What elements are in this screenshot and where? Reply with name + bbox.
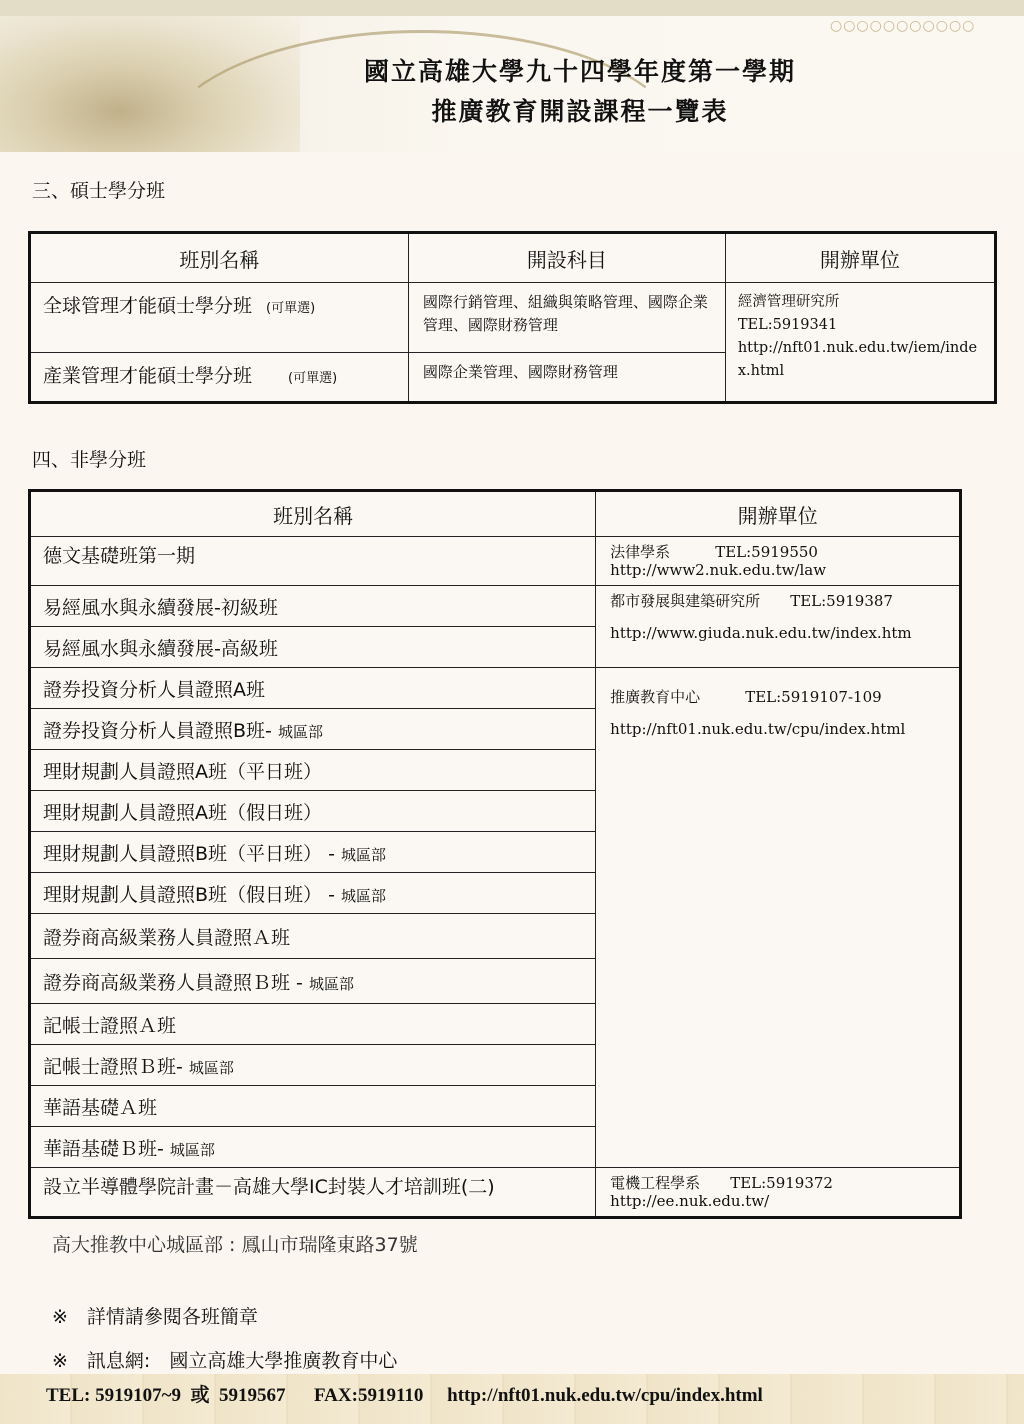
- col-header-name: 班別名稱: [30, 491, 596, 537]
- class-name: 記帳士證照Ａ班: [30, 1004, 596, 1045]
- section3-heading: 三、碩士學分班: [32, 180, 166, 202]
- unit-tel: TEL:5919372: [730, 1174, 833, 1192]
- table-row: [30, 586, 961, 627]
- class-name: 易經風水與永續發展-高級班: [30, 627, 596, 668]
- class-name: 易經風水與永續發展-初級班: [30, 586, 596, 627]
- page-title-line2: 推廣教育開設課程一覽表: [431, 97, 729, 126]
- unit-url[interactable]: http://www.giuda.nuk.edu.tw/index.htm: [610, 624, 912, 642]
- class-name-cell: [30, 1127, 596, 1168]
- unit-name: 電機工程學系: [610, 1174, 701, 1192]
- class-name: 理財規劃人員證照A班（平日班）: [30, 750, 596, 791]
- unit-name: 都市發展與建築研究所: [610, 592, 761, 610]
- masters-credit-table: [28, 231, 997, 404]
- class-name: 證券商高級業務人員證照Ｂ班 -: [43, 971, 303, 994]
- unit-cell: [596, 1168, 961, 1218]
- class-name: 華語基礎Ｂ班-: [43, 1137, 164, 1160]
- unit-cell: [596, 586, 961, 668]
- class-name-cell: [30, 353, 409, 403]
- non-credit-table: [28, 489, 962, 1219]
- table-header-row: [30, 233, 996, 283]
- header-banner: [0, 0, 1024, 152]
- class-name-cell: [30, 1045, 596, 1086]
- class-name: 華語基礎Ａ班: [30, 1086, 596, 1127]
- unit-tel: TEL:5919341: [737, 317, 838, 333]
- class-name-cell: [30, 709, 596, 750]
- unit-cell: [725, 283, 995, 403]
- unit-name: 法律學系: [610, 543, 671, 561]
- class-name: 德文基礎班第一期: [30, 537, 596, 586]
- class-suffix: 城區部: [308, 974, 354, 993]
- unit-url[interactable]: http://www2.nuk.edu.tw/law: [610, 561, 827, 579]
- col-header-subject: 開設科目: [408, 233, 725, 283]
- class-name: 產業管理才能碩士學分班: [43, 365, 253, 387]
- note-brochure: ※ 詳情請參閱各班簡章: [52, 1306, 258, 1328]
- class-suffix: 城區部: [169, 1140, 215, 1159]
- class-name-cell: [30, 959, 596, 1004]
- table-row: [30, 283, 996, 353]
- banner-dots-decoration: ○○○○○○○○○○○: [830, 18, 976, 34]
- unit-url[interactable]: http://nft01.nuk.edu.tw/cpu/index.html: [610, 720, 906, 738]
- class-name: 理財規劃人員證照B班（假日班） -: [43, 883, 335, 906]
- col-header-name: 班別名稱: [30, 233, 409, 283]
- unit-tel: TEL:5919107-109: [745, 688, 882, 706]
- class-name: 理財規劃人員證照B班（平日班） -: [43, 842, 335, 865]
- unit-url[interactable]: http://nft01.nuk.edu.tw/iem/index.html: [737, 340, 978, 379]
- unit-name: 經濟管理研究所: [737, 294, 840, 310]
- banner-top-strip: [0, 0, 1024, 16]
- class-name: 證券投資分析人員證照B班-: [43, 719, 272, 742]
- class-suffix: 城區部: [277, 722, 323, 741]
- class-suffix: 城區部: [340, 886, 386, 905]
- unit-name: 推廣教育中心: [610, 688, 701, 706]
- subjects-cell: 國際行銷管理、組織與策略管理、國際企業管理、國際財務管理: [408, 283, 725, 353]
- class-name-cell: [30, 832, 596, 873]
- class-name: 證券投資分析人員證照A班: [30, 668, 596, 709]
- unit-cell: [596, 537, 961, 586]
- note-website: ※ 訊息網: 國立高雄大學推廣教育中心: [52, 1350, 398, 1372]
- unit-cell: [596, 668, 961, 1168]
- page-title-line1: 國立高雄大學九十四學年度第一學期: [363, 57, 796, 86]
- table-header-row: [30, 491, 961, 537]
- class-name: 全球管理才能碩士學分班: [43, 295, 253, 317]
- unit-tel: TEL:5919387: [790, 592, 893, 610]
- subjects-cell: 國際企業管理、國際財務管理: [408, 353, 725, 403]
- class-name-cell: [30, 873, 596, 914]
- table-row: [30, 1168, 961, 1218]
- unit-tel: TEL:5919550: [715, 543, 818, 561]
- class-name-cell: [30, 283, 409, 353]
- class-note: (可單選): [266, 301, 316, 316]
- class-name: 設立半導體學院計畫－高雄大學IC封裝人才培訓班(二): [30, 1168, 596, 1218]
- class-note: (可單選): [288, 371, 338, 386]
- section4-heading: 四、非學分班: [32, 449, 147, 471]
- col-header-unit: 開辦單位: [725, 233, 995, 283]
- city-branch-address: 高大推教中心城區部 : 鳳山市瑞隆東路37號: [52, 1234, 418, 1256]
- class-name: 證券商高級業務人員證照Ａ班: [30, 914, 596, 959]
- class-name: 記帳士證照Ｂ班-: [43, 1055, 183, 1078]
- class-suffix: 城區部: [340, 845, 386, 864]
- table-row: [30, 668, 961, 709]
- class-suffix: 城區部: [188, 1058, 234, 1077]
- table-row: [30, 537, 961, 586]
- unit-url[interactable]: http://ee.nuk.edu.tw/: [610, 1192, 770, 1210]
- contact-line: TEL: 5919107~9 或 5919567 FAX:5919110 http://nft01.nuk.edu.tw/cpu/index.html: [46, 1385, 763, 1406]
- col-header-unit: 開辦單位: [596, 491, 961, 537]
- class-name: 理財規劃人員證照A班（假日班）: [30, 791, 596, 832]
